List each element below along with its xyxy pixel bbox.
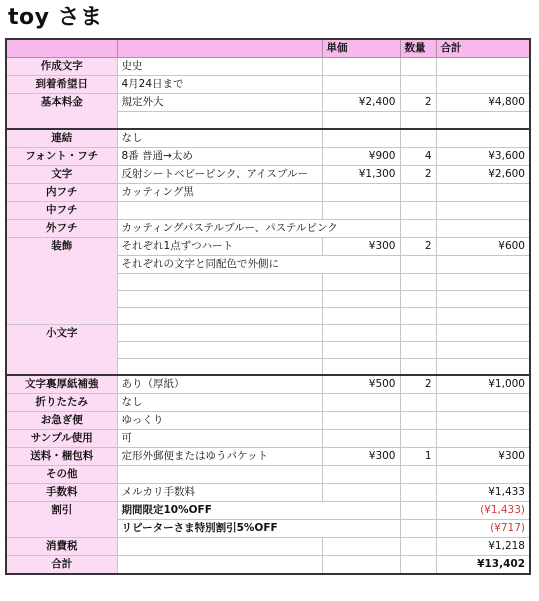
label-other: その他 [6, 466, 117, 484]
value-express: ゆっくり [117, 412, 322, 430]
value-base-fee: 規定外大 [117, 94, 322, 112]
header-blank-label [6, 39, 117, 58]
qty-backing: 2 [400, 375, 436, 394]
label-sample: サンプル使用 [6, 430, 117, 448]
label-discount: 割引 [6, 502, 117, 538]
value-text: 反射シートベビーピンク、アイスブルー [117, 165, 322, 183]
value-font: 8番 普通→太め [117, 147, 322, 165]
price-font: ¥900 [322, 147, 400, 165]
price-text: ¥1,300 [322, 165, 400, 183]
row-discount [6, 502, 530, 520]
value-backing: あり（厚紙） [117, 375, 322, 394]
label-folding: 折りたたみ [6, 394, 117, 412]
label-shipping: 送料・梱包料 [6, 448, 117, 466]
value-discount-2: リピーターさま特別割引5%OFF [117, 520, 400, 538]
total-fee: ¥1,433 [436, 484, 530, 502]
row-creation-text [6, 58, 530, 76]
row-grand-total [6, 556, 530, 575]
label-grand-total: 合計 [6, 556, 117, 575]
row-shipping [6, 448, 530, 466]
label-tax: 消費税 [6, 538, 117, 556]
label-outer-edge: 外フチ [6, 219, 117, 237]
value-fee: メルカリ手数料 [117, 484, 322, 502]
qty-text: 2 [400, 165, 436, 183]
row-text [6, 165, 530, 183]
header-qty: 数量 [400, 39, 436, 58]
row-sample [6, 430, 530, 448]
header-blank-content [117, 39, 322, 58]
total-tax: ¥1,218 [436, 538, 530, 556]
label-text: 文字 [6, 165, 117, 183]
price-backing: ¥500 [322, 375, 400, 394]
order-table [5, 38, 531, 575]
label-arrival-date: 到着希望日 [6, 76, 117, 94]
total-text: ¥2,600 [436, 165, 530, 183]
total-grand-total: ¥13,402 [436, 556, 530, 575]
row-express [6, 412, 530, 430]
price-base-fee: ¥2,400 [322, 94, 400, 112]
value-decoration-1: それぞれ1点ずつハート [117, 237, 322, 255]
total-discount-2: (¥717) [436, 520, 530, 538]
label-base-fee: 基本料金 [6, 94, 117, 129]
total-backing: ¥1,000 [436, 375, 530, 394]
row-arrival-date [6, 76, 530, 94]
label-link: 連結 [6, 129, 117, 148]
total-base-fee: ¥4,800 [436, 94, 530, 112]
label-fee: 手数料 [6, 484, 117, 502]
total-discount-1: (¥1,433) [436, 502, 530, 520]
qty-font: 4 [400, 147, 436, 165]
row-font [6, 147, 530, 165]
value-link: なし [117, 129, 322, 148]
row-inner-edge [6, 183, 530, 201]
row-outer-edge [6, 219, 530, 237]
qty-base-fee: 2 [400, 94, 436, 112]
header-unit-price: 単価 [322, 39, 400, 58]
label-small-text: 小文字 [6, 324, 117, 375]
label-middle-edge: 中フチ [6, 201, 117, 219]
value-discount-1: 期間限定10%OFF [117, 502, 400, 520]
label-creation-text: 作成文字 [6, 58, 117, 76]
value-sample: 可 [117, 430, 322, 448]
value-creation-text: 史史 [117, 58, 322, 76]
header-row [6, 39, 530, 58]
total-shipping: ¥300 [436, 448, 530, 466]
row-folding [6, 394, 530, 412]
value-decoration-2: それぞれの文字と同配色で外側に [117, 255, 400, 273]
total-decoration: ¥600 [436, 237, 530, 255]
row-small-text [6, 324, 530, 341]
row-backing [6, 375, 530, 394]
page-title: toy さま [8, 5, 103, 30]
value-inner-edge: カッティング黒 [117, 183, 322, 201]
row-link [6, 129, 530, 148]
row-fee [6, 484, 530, 502]
price-decoration: ¥300 [322, 237, 400, 255]
value-outer-edge: カッティングパステルブルー、パステルピンク [117, 219, 400, 237]
row-decoration [6, 237, 530, 255]
qty-shipping: 1 [400, 448, 436, 466]
value-folding: なし [117, 394, 322, 412]
value-shipping: 定形外郵便またはゆうパケット [117, 448, 322, 466]
row-other [6, 466, 530, 484]
total-font: ¥3,600 [436, 147, 530, 165]
value-arrival-date: 4月24日まで [117, 76, 322, 94]
qty-decoration: 2 [400, 237, 436, 255]
label-decoration: 装飾 [6, 237, 117, 324]
label-inner-edge: 内フチ [6, 183, 117, 201]
label-backing: 文字裏厚紙補強 [6, 375, 117, 394]
price-shipping: ¥300 [322, 448, 400, 466]
header-total: 合計 [436, 39, 530, 58]
row-middle-edge [6, 201, 530, 219]
row-tax [6, 538, 530, 556]
label-font: フォント・フチ [6, 147, 117, 165]
row-base-fee [6, 94, 530, 112]
label-express: お急ぎ便 [6, 412, 117, 430]
